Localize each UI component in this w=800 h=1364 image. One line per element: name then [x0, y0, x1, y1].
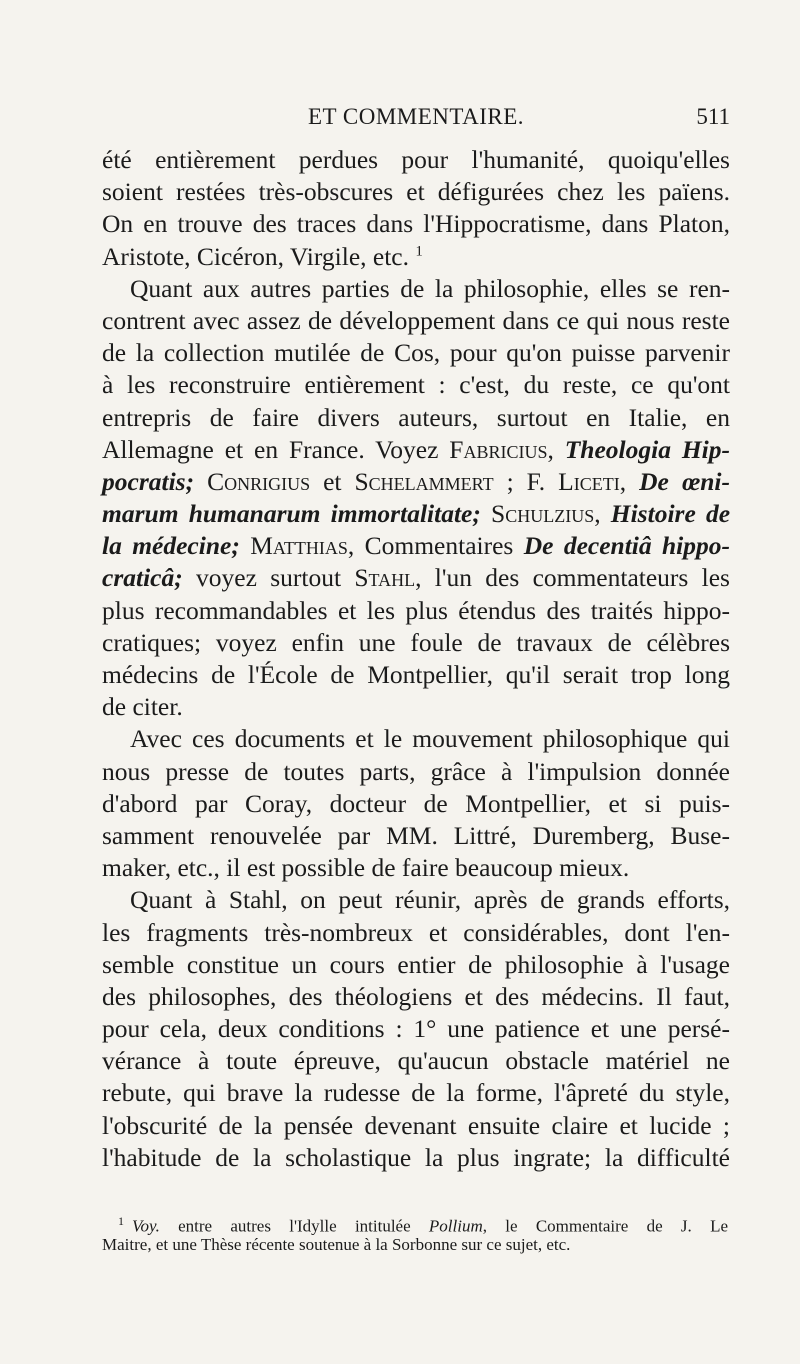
book-title: la médecine;: [102, 531, 240, 561]
text-line: des philosophes, des théologiens et des médecins. Il faut,: [102, 981, 730, 1011]
text-line: craticâ; voyez surtout Stahl, l'un des commentateurs les: [102, 563, 730, 593]
text-line: la médecine; Matthias, Commentaires De decentiâ hippo-: [102, 531, 731, 561]
footnote-line: Maitre, et une Thèse récente soutenue à la Sorbonne sur ce sujet, etc.: [102, 1235, 571, 1254]
text-line: maker, etc., il est possible de faire beaucoup mieux.: [102, 853, 630, 883]
text-line: rebute, qui brave la rudesse de la forme, l'âpreté du style,: [102, 1078, 730, 1108]
text-line: Allemagne et en France. Voyez Fabricius, Theologia Hip-: [102, 434, 730, 464]
text-line: vérance à toute épreuve, qu'aucun obstacle matériel ne: [102, 1046, 730, 1076]
footnote-reference: 1: [415, 243, 423, 260]
text-line: marum humanarum immortalitate; Schulzius, Histoire de: [102, 499, 731, 529]
book-title: pocratis;: [102, 466, 195, 496]
text-line: pocratis; Conrigius et Schelammert ; F. Liceti, De œni-: [102, 466, 730, 496]
text-line: soient restées très-obscures et défigurées chez les païens.: [102, 177, 730, 207]
text-line: cratiques; voyez enfin une foule de travaux de célèbres: [102, 627, 730, 657]
text-line: Quant à Stahl, on peut réunir, après de grands efforts,: [130, 885, 730, 915]
text-line: samment renouvelée par MM. Littré, Duremberg, Buse-: [102, 820, 730, 850]
author-name: Stahl: [354, 563, 416, 593]
text-line: Aristote, Cicéron, Virgile, etc. $^1$: [102, 241, 423, 271]
author-name: Matthias: [239, 531, 348, 561]
text-line: Quant aux autres parties de la philosophie, elles se ren-: [130, 273, 730, 303]
text-line: d'abord par Coray, docteur de Montpellier, et si puis-: [102, 788, 730, 818]
text-line: contrent avec assez de développement dans ce qui nous reste: [102, 305, 730, 335]
author-name: Fabricius: [449, 434, 548, 464]
text-line: l'obscurité de la pensée devenant ensuite claire et lucide ;: [102, 1110, 730, 1140]
footnote: [102, 1210, 728, 1256]
text-line: semble constitue un cours entier de philosophie à l'usage: [102, 949, 730, 979]
text-line: été entièrement perdues pour l'humanité, quoiqu'elles: [102, 145, 730, 174]
running-title: ET COMMENTAIRE.: [307, 104, 525, 129]
book-title: marum humanarum immortalitate;: [102, 499, 481, 529]
text-line: On en trouve des traces dans l'Hippocratisme, dans Platon,: [102, 209, 730, 239]
author-name: Schelammert: [354, 466, 494, 496]
text-line: les fragments très-nombreux et considérables, dont l'en-: [102, 917, 730, 947]
page-number: 511: [696, 104, 730, 129]
book-title: Theologia Hip-: [564, 434, 730, 464]
text-line: plus recommandables et les plus étendus des traités hippo-: [102, 595, 730, 625]
text-line: pour cela, deux conditions : 1° une patience et une persé-: [102, 1014, 730, 1044]
book-title: craticâ;: [102, 563, 183, 593]
text-line: Avec ces documents et le mouvement philosophique qui: [130, 724, 730, 754]
text-line: médecins de l'École de Montpellier, qu'il serait trop long: [102, 660, 730, 689]
book-title: Histoire de: [610, 499, 731, 529]
body-text: [102, 144, 730, 1174]
footnote-line: $^1$ Voy. entre autres l'Idylle intitulée Pollium, le Commentaire de J. Le: [102, 1210, 728, 1233]
text-line: à les reconstruire entièrement : c'est, du reste, ce qu'ont: [102, 370, 730, 400]
author-name: Conrigius: [194, 466, 311, 496]
text-line: de la collection mutilée de Cos, pour qu'on puisse parvenir: [102, 338, 730, 368]
page-header: [102, 104, 730, 138]
text-line: nous presse de toutes parts, grâce à l'impulsion donnée: [102, 756, 730, 786]
text-line: de citer.: [102, 692, 183, 722]
text-line: l'habitude de la scholastique la plus ingrate; la difficulté: [102, 1142, 730, 1172]
book-title: De decentiâ hippo-: [523, 531, 731, 561]
text-line: entrepris de faire divers auteurs, surtout en Italie, en: [102, 402, 730, 432]
book-title: De œni-: [639, 466, 730, 496]
author-name: Schulzius: [480, 499, 595, 529]
footnote-mark: 1: [118, 1214, 124, 1228]
author-name: Liceti: [558, 466, 620, 496]
